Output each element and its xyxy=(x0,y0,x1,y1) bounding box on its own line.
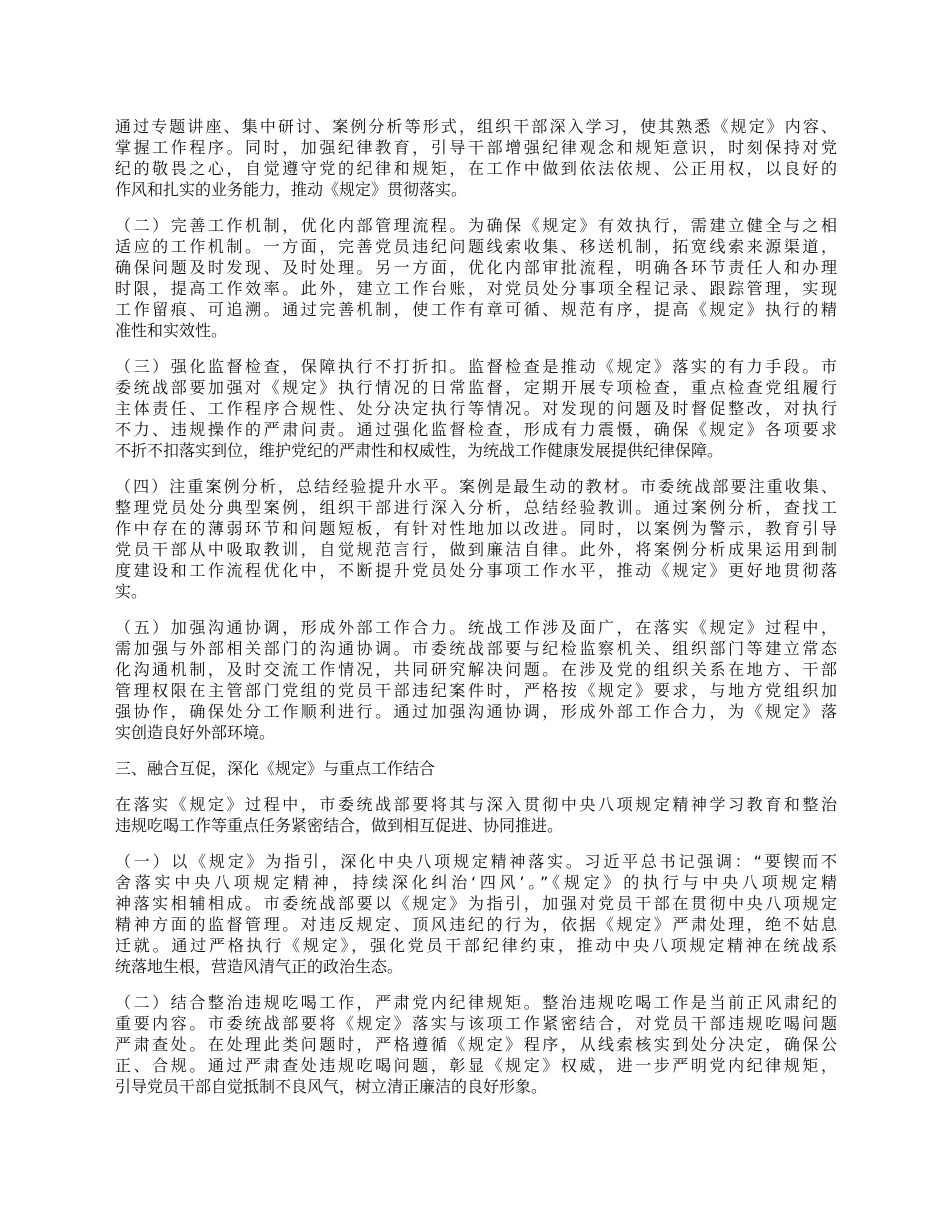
text-line: 适应的工作机制。一方面，完善党员违纪问题线索收集、移送机制，拓宽线索来源渠道， xyxy=(115,237,837,256)
text-line: 化沟通机制，及时交流工作情况，共同研究解决问题。在涉及党的组织关系在地方、干部 xyxy=(115,660,837,679)
text-line: 通过专题讲座、集中研讨、案例分析等形式，组织干部深入学习，使其熟悉《规定》内容、 xyxy=(115,117,837,136)
text-line: 需加强与外部相关部门的沟通协调。市委统战部要与纪检监察机关、组织部门等建立常态 xyxy=(115,639,837,658)
text-line: 作风和扎实的业务能力，推动《规定》贯彻落实。 xyxy=(115,180,468,199)
text-line: 准性和实效性。 xyxy=(115,321,228,340)
text-line: 统落地生根，营造风清气正的政治生态。 xyxy=(115,957,404,976)
text-line: 精神方面的监督管理。对违反规定、顶风违纪的行为，依据《规定》严肃处理，绝不姑息 xyxy=(115,915,837,934)
text-line: 在落实《规定》过程中，市委统战部要将其与深入贯彻中央八项规定精神学习教育和整治 xyxy=(115,795,837,814)
text-line: 不力、违规操作的严肃问责。通过强化监督检查，形成有力震慑，确保《规定》各项要求 xyxy=(115,420,837,439)
paragraph xyxy=(115,476,837,602)
text-line: 主体责任、工作程序合规性、处分决定执行等情况。对发现的问题及时督促整改，对执行 xyxy=(115,399,837,418)
text-line: 委统战部要加强对《规定》执行情况的日常监督，定期开展专项检查，重点检查党组履行 xyxy=(115,378,837,397)
paragraph xyxy=(115,356,837,461)
text-line: 整理党员处分典型案例，组织干部进行深入分析，总结经验教训。通过案例分析，查找工 xyxy=(115,498,837,517)
text-line: 党员干部从中吸取教训，自觉规范言行，做到廉洁自律。此外，将案例分析成果运用到制 xyxy=(115,540,837,559)
paragraph xyxy=(115,992,837,1097)
text-line: 时限，提高工作效率。此外，建立工作台账，对党员处分事项全程记录、跟踪管理，实现 xyxy=(115,279,837,298)
text-line: （二）结合整治违规吃喝工作，严肃党内纪律规矩。整治违规吃喝工作是当前正风肃纪的 xyxy=(115,993,837,1012)
text-line: 重要内容。市委统战部要将《规定》落实与该项工作紧密结合，对党员干部违规吃喝问题 xyxy=(115,1014,837,1033)
paragraph xyxy=(115,851,837,977)
text-line: 不折不扣落实到位，维护党纪的严肃性和权威性，为统战工作健康发展提供纪律保障。 xyxy=(115,441,724,460)
text-line: 严肃查处。在处理此类问题时，严格遵循《规定》程序，从线索核实到处分决定，确保公 xyxy=(115,1035,837,1054)
section-heading xyxy=(115,758,837,779)
text-line: （五）加强沟通协调，形成外部工作合力。统战工作涉及面广，在落实《规定》过程中， xyxy=(115,618,837,637)
text-line: 度建设和工作流程优化中，不断提升党员处分事项工作水平，推动《规定》更好地贯彻落 xyxy=(115,561,837,580)
text-line: 纪的敬畏之心，自觉遵守党的纪律和规矩，在工作中做到依法依规、公正用权，以良好的 xyxy=(115,159,837,178)
text-line: （二）完善工作机制，优化内部管理流程。为确保《规定》有效执行，需建立健全与之相 xyxy=(115,216,837,235)
paragraph xyxy=(115,617,837,743)
text-line: 引导党员干部自觉抵制不良风气，树立清正廉洁的良好形象。 xyxy=(115,1077,548,1096)
text-line: 正、合规。通过严肃查处违规吃喝问题，彰显《规定》权威，进一步严明党内纪律规矩， xyxy=(115,1056,837,1075)
text-line: 三、融合互促，深化《规定》与重点工作结合 xyxy=(115,759,436,778)
text-line: 掌握工作程序。同时，加强纪律教育，引导干部增强纪律观念和规矩意识，时刻保持对党 xyxy=(115,138,837,157)
text-line: 实创造良好外部环境。 xyxy=(115,723,276,742)
paragraph xyxy=(115,794,837,836)
text-line: 实。 xyxy=(115,582,148,601)
text-line: （一）以《规定》为指引，深化中央八项规定精神落实。习近平总书记强调：“要锲而不 xyxy=(115,852,837,871)
text-line: 工作留痕、可追溯。通过完善机制，使工作有章可循、规范有序，提高《规定》执行的精 xyxy=(115,300,837,319)
text-line: 神落实相辅相成。市委统战部要以《规定》为指引，加强对党员干部在贯彻中央八项规定 xyxy=(115,894,837,913)
text-line: 违规吃喝工作等重点任务紧密结合，做到相互促进、协同推进。 xyxy=(115,816,564,835)
text-line: 确保问题及时发现、及时处理。另一方面，优化内部审批流程，明确各环节责任人和办理 xyxy=(115,258,837,277)
paragraph xyxy=(115,116,837,200)
text-line: （四）注重案例分析，总结经验提升水平。案例是最生动的教材。市委统战部要注重收集、 xyxy=(115,477,837,496)
document-body xyxy=(115,116,837,1112)
text-line: 迁就。通过严格执行《规定》，强化党员干部纪律约束，推动中央八项规定精神在统战系 xyxy=(115,936,837,955)
text-line: 作中存在的薄弱环节和问题短板，有针对性地加以改进。同时，以案例为警示，教育引导 xyxy=(115,519,837,538)
text-line: 强协作，确保处分工作顺利进行。通过加强沟通协调，形成外部工作合力，为《规定》落 xyxy=(115,702,837,721)
text-line: 管理权限在主管部门党组的党员干部违纪案件时，严格按《规定》要求，与地方党组织加 xyxy=(115,681,837,700)
text-line: （三）强化监督检查，保障执行不打折扣。监督检查是推动《规定》落实的有力手段。市 xyxy=(115,357,837,376)
text-line: 舍落实中央八项规定精神，持续深化纠治‘四风’。”《规定》的执行与中央八项规定精 xyxy=(115,873,837,892)
paragraph xyxy=(115,215,837,341)
